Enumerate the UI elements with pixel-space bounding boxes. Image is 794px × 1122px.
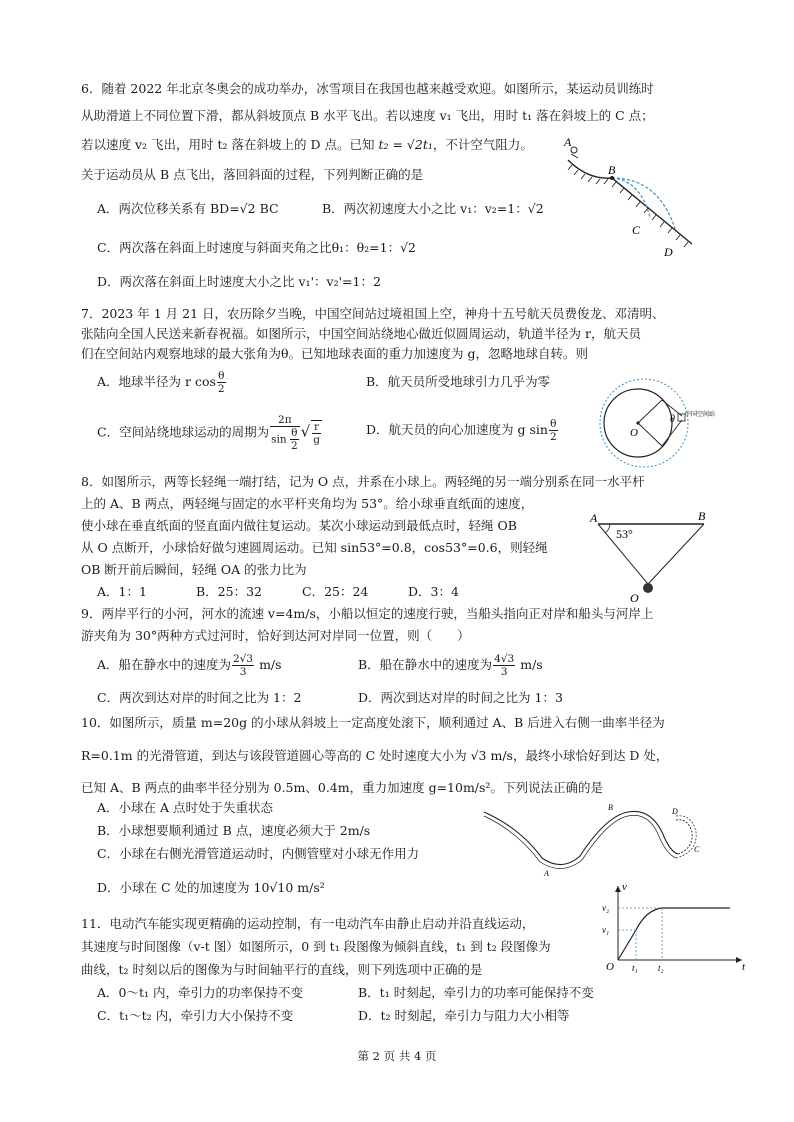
q7-fig-label-o: O <box>630 427 638 439</box>
q10-fig-label-a: A <box>544 869 549 878</box>
q11-option-a: A．0～t₁ 内，牵引力的功率保持不变 <box>97 985 303 1000</box>
q10-option-d: D．小球在 C 处的加速度为 10√10 m/s² <box>97 880 325 895</box>
q8-fig-label-angle: 53° <box>616 527 633 541</box>
q6-fig-label-a: A <box>564 135 572 149</box>
q7-orbit-figure <box>590 376 716 470</box>
q11-v1-label: v₁ <box>602 925 610 935</box>
q8-fig-label-o: O <box>630 591 639 605</box>
q6-option-d: D．两次落在斜面上时速度大小之比 v₁'：v₂'=1：2 <box>97 274 381 289</box>
q8-rope-figure <box>586 508 716 606</box>
q8-option-b: B．25：32 <box>196 584 262 599</box>
q6-ski-slope-figure <box>560 132 705 257</box>
q8-option-c: C．25：24 <box>302 584 369 599</box>
q6-stem-line-3: 若以速度 v₂ 飞出，用时 t₂ 落在斜坡上的 D 点。已知 t₂ = √2t₁，不计空气阻力。 <box>81 137 533 152</box>
q9-stem-line-1: 9．两岸平行的小河，河水的流速 v=4m/s，小船以恒定的速度行驶，当船头指向正对岸和船头与河岸上 <box>81 606 654 621</box>
q7-option-b: B．航天员所受地球引力几乎为零 <box>366 374 551 389</box>
q11-origin-label: O <box>606 961 614 973</box>
q7-fig-label-theta: θ <box>670 414 675 425</box>
q8-fig-label-b: B <box>698 509 706 523</box>
q8-option-d: D．3：4 <box>408 584 459 599</box>
q10-stem-line-2: R=0.1m 的光滑管道，到达与该段管道圆心等高的 C 处时速度大小为 √3 m/s，最终小球恰好到达 D 处， <box>81 748 669 763</box>
q7-option-a: A．地球半径为 r cos $\frac{\theta}{2}$ <box>97 370 225 396</box>
q6-fig-label-b: B <box>608 163 616 177</box>
q11-vt-graph <box>598 880 748 972</box>
q9-option-b: B．船在静水中的速度为 $\frac{4√3}{3}$ m/s <box>358 653 543 679</box>
q11-axis-t-label: t <box>742 961 746 973</box>
q11-axis-v-label: v <box>622 881 627 893</box>
q11-t1-label: t₁ <box>632 963 638 973</box>
q6-stem-line-1: 6．随着 2022 年北京冬奥会的成功举办，冰雪项目在我国也越来越受欢迎。如图所示，某运动员训练时 <box>81 81 654 96</box>
q9-option-a: A．船在静水中的速度为 $\frac{2√3}{3}$ m/s <box>97 653 282 679</box>
q8-stem-line-5: OB 断开前后瞬间，轻绳 OA 的张力比为 <box>81 562 307 577</box>
q10-stem-line-1: 10．如图所示，质量 m=20g 的小球从斜坡上一定高度处滚下，顺利通过 A、B 后进入右侧一曲率半径为 <box>81 715 665 730</box>
q6-stem-line-2: 从助滑道上不同位置下滑，都从斜坡顶点 B 水平飞出。若以速度 v₁ 飞出，用时 t₁ 落在斜坡上的 C 点； <box>81 108 654 123</box>
q7-stem-line-3: 们在空间站内观察地球的最大张角为θ。已知地球表面的重力加速度为 g，忽略地球自转。则 <box>81 346 589 361</box>
q10-option-b: B．小球想要顺利通过 B 点，速度必须大于 2m/s <box>97 823 371 838</box>
q7-stem-line-1: 7．2023 年 1 月 21 日，农历除夕当晚，中国空间站过境祖国上空，神舟十五号航天员费俊龙、邓清明、 <box>81 306 665 321</box>
q11-stem-line-1: 11．电动汽车能实现更精确的运动控制，有一电动汽车由静止启动并沿直线运动， <box>81 916 535 931</box>
q9-option-d: D．两次到达对岸的时间之比为 1：3 <box>358 690 563 705</box>
q7-option-c: C．空间站绕地球运动的周期为 2π sin $\frac{\theta}{2}$ √ $\frac{r}{g}$ <box>97 414 320 453</box>
q10-fig-label-b: B <box>608 803 613 812</box>
q11-stem-line-2: 其速度与时间图像（v-t 图）如图所示，0 到 t₁ 段图像为倾斜直线，t₁ 到 t₂ 段图像为 <box>81 939 551 954</box>
q7-fig-label-station: 中国空间站 <box>685 411 716 418</box>
q11-stem-line-3: 曲线，t₂ 时刻以后的图像为与时间轴平行的直线，则下列选项中正确的是 <box>81 962 483 977</box>
q10-option-c: C．小球在右侧光滑管道运动时，内侧管壁对小球无作用力 <box>97 846 420 861</box>
q8-stem-line-3: 使小球在垂直纸面的竖直面内做往复运动。某次小球运动到最低点时，轻绳 OB <box>81 518 517 533</box>
q9-option-c: C．两次到达对岸的时间之比为 1：2 <box>97 690 302 705</box>
q10-stem-line-3: 已知 A、B 两点的曲率半径分别为 0.5m、0.4m，重力加速度 g=10m/s²。下列说法正确的是 <box>81 780 603 795</box>
q10-fig-label-c: C <box>694 845 700 854</box>
q8-option-a: A．1：1 <box>97 584 147 599</box>
q6-fig-label-c: C <box>632 223 641 237</box>
q11-v2-label: v₂ <box>602 903 610 913</box>
q8-stem-line-2: 上的 A、B 两点，两轻绳与固定的水平杆夹角均为 53°。给小球垂直纸面的速度， <box>81 496 534 511</box>
q10-option-a: A．小球在 A 点时处于失重状态 <box>97 800 274 815</box>
page-footer: 第 2 页 共 4 页 <box>357 1049 437 1063</box>
q6-stem-line-4: 关于运动员从 B 点飞出，落回斜面的过程，下列判断正确的是 <box>81 167 424 182</box>
q7-option-d: D．航天员的向心加速度为 g sin $\frac{\theta}{2}$ <box>366 418 557 444</box>
q6-option-b: B．两次初速度大小之比 v₁：v₂=1：√2 <box>322 201 544 216</box>
q9-stem-line-2: 游夹角为 30°两种方式过河时，恰好到达河对岸同一位置，则（ ） <box>81 628 470 643</box>
q10-fig-label-d: D <box>672 807 678 816</box>
q6-option-a: A．两次位移关系有 BD=√2 BC <box>97 201 279 216</box>
q6-option-c: C．两次落在斜面上时速度与斜面夹角之比θ₁：θ₂=1：√2 <box>97 240 416 255</box>
q11-t2-label: t₂ <box>658 963 664 973</box>
q11-option-d: D．t₂ 时刻起，牵引力与阻力大小相等 <box>358 1008 570 1023</box>
q6-fig-label-d: D <box>664 245 673 259</box>
q11-option-b: B．t₁ 时刻起，牵引力的功率可能保持不变 <box>358 985 594 1000</box>
q6-formula: t₂ = √2t₁ <box>378 137 433 152</box>
q8-fig-label-a: A <box>590 511 598 525</box>
q8-stem-line-4: 从 O 点断开，小球恰好做匀速圆周运动。已知 sin53°=0.8，cos53°=0.6，则轻绳 <box>81 540 548 555</box>
q10-track-figure <box>480 802 705 880</box>
q8-stem-line-1: 8．如图所示，两等长轻绳一端打结，记为 O 点，并系在小球上。两轻绳的另一端分别系在同一水平杆 <box>81 474 645 489</box>
q11-option-c: C．t₁～t₂ 内，牵引力大小保持不变 <box>97 1008 294 1023</box>
q7-stem-line-2: 张陆向全国人民送来新春祝福。如图所示，中国空间站绕地心做近似圆周运动，轨道半径为 r，航天员 <box>81 326 641 341</box>
